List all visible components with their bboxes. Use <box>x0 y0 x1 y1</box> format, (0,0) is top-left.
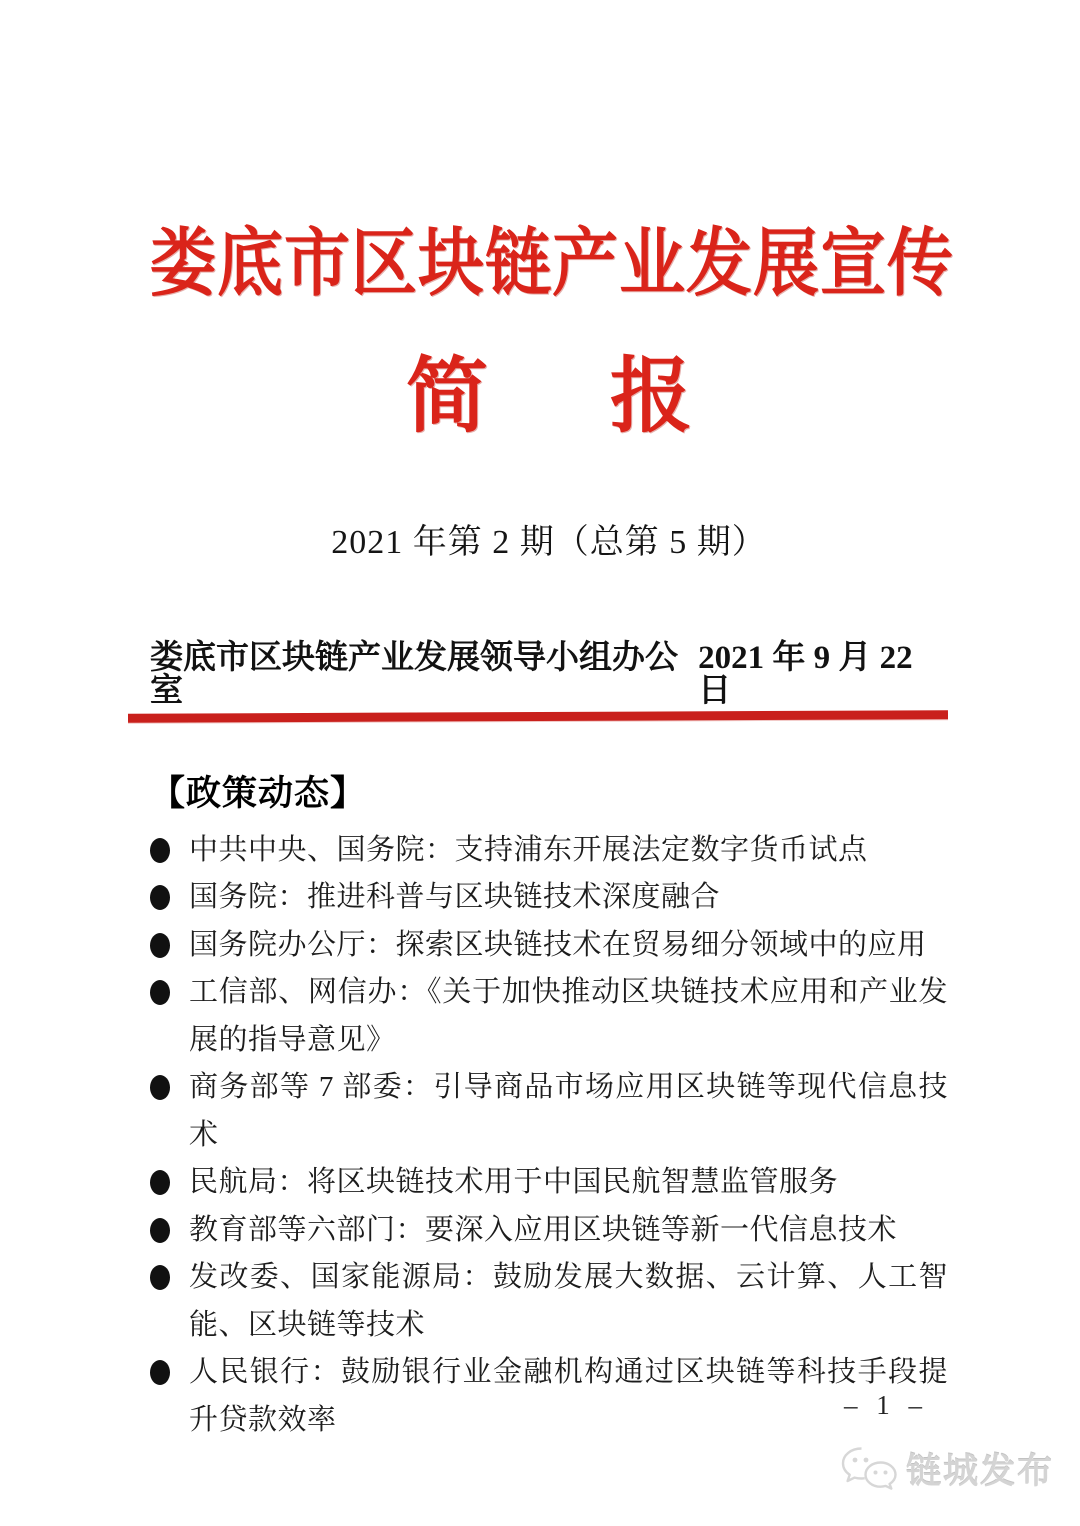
list-item-text: 教育部等六部门：要深入应用区块链等新一代信息技术 <box>189 1213 898 1246</box>
policy-list <box>150 827 948 1445</box>
bullet-icon <box>150 827 189 863</box>
list-item <box>150 874 948 922</box>
bulletin-title-line2 <box>150 351 948 442</box>
list-item-text: 发改委、国家能源局：鼓励发展大数据、云计算、人工智能、区块链等技术 <box>189 1261 948 1341</box>
list-item <box>150 1349 948 1444</box>
section-header-policy: 【政策动态】 <box>150 774 367 813</box>
title-char-jian: 简 <box>405 351 488 442</box>
masthead <box>150 223 954 721</box>
bullet-icon <box>150 1349 189 1385</box>
bullet-icon <box>150 969 189 1005</box>
publisher-row <box>150 642 948 708</box>
issue-number: 2021 年第 2 期（总第 5 期） <box>331 524 767 561</box>
list-item-text: 民航局：将区块链技术用于中国民航智慧监管服务 <box>189 1166 839 1199</box>
bullet-icon <box>150 1254 189 1290</box>
list-item-text: 国务院办公厅：探索区块链技术在贸易细分领域中的应用 <box>189 928 927 961</box>
list-item <box>150 1159 948 1207</box>
list-item-text: 人民银行：鼓励银行业金融机构通过区块链等科技手段提升贷款效率 <box>189 1356 948 1436</box>
publish-date: 2021 年 9 月 22 日 <box>698 640 913 709</box>
list-item-text: 国务院：推进科普与区块链技术深度融合 <box>189 881 721 914</box>
watermark <box>840 1444 1054 1494</box>
list-item <box>150 1254 948 1349</box>
watermark-label: 链城发布 <box>905 1452 1054 1491</box>
bulletin-title-line1: 娄底市区块链产业发展宣传 <box>150 223 954 306</box>
policy-section <box>150 776 948 1444</box>
list-item <box>150 922 948 970</box>
list-item <box>150 827 948 875</box>
wechat-icon <box>840 1445 898 1493</box>
list-item-text: 中共中央、国务院：支持浦东开展法定数字货币试点 <box>189 833 868 866</box>
bullet-icon <box>150 1207 189 1243</box>
publisher-name: 娄底市区块链产业发展领导小组办公室 <box>150 640 678 709</box>
page-number: – 1 – <box>844 1390 928 1420</box>
bullet-icon <box>150 874 189 910</box>
masthead-divider-rule <box>128 710 948 723</box>
page-content <box>0 223 1080 1444</box>
bullet-icon <box>150 1064 189 1100</box>
list-item-text: 工信部、网信办：《关于加快推动区块链技术应用和产业发展的指导意见》 <box>189 976 948 1056</box>
list-item <box>150 969 948 1064</box>
list-item-text: 商务部等 7 部委：引导商品市场应用区块链等现代信息技术 <box>189 1071 948 1151</box>
bullet-icon <box>150 1159 189 1195</box>
list-item <box>150 1207 948 1255</box>
title-char-bao: 报 <box>610 351 693 442</box>
bullet-icon <box>150 922 189 958</box>
list-item <box>150 1064 948 1159</box>
